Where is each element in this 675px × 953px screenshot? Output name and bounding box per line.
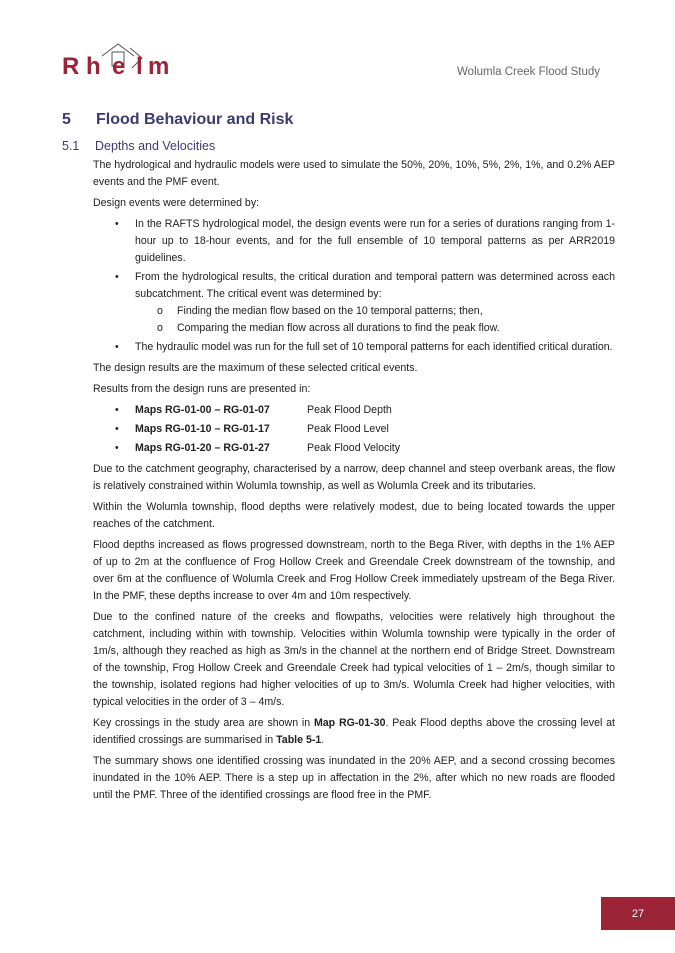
circle-bullet-icon: o [157,322,163,334]
svg-text:l: l [136,53,143,80]
map-reference: Map RG-01-30 [313,717,386,729]
list-item-text: The hydraulic model was run for the full set of 10 temporal patterns for each identified critical duration. [135,341,613,353]
sub-list-item-text: Finding the median flow based on the 10 temporal patterns; then, [177,305,483,317]
text-run: . Peak Flood depths above the crossing level at identified crossings are summarised in [93,717,615,746]
bullet-list [93,216,615,356]
sub-list-item [135,303,615,320]
map-label: Maps RG-01-20 – RG-01-27 [135,442,270,454]
paragraph: Design events were determined by: [93,197,260,209]
map-description: Peak Flood Level [307,423,389,435]
paragraph: The design results are the maximum of these selected critical events. [93,362,418,374]
circle-bullet-icon: o [157,305,163,317]
maps-list-item [93,402,615,419]
paragraph: Due to the confined nature of the creeks and flowpaths, velocities were relatively high throughout the catchment, including within with township. Velocities within Wolumla township were typically in the order of 1m/s, although they reached as high as 3m/s in the channel at the northern end of Bridge Street. Downstream of the township, Frog Hollow Creek and Greendale Creek had typical velocities of 1 – 2m/s, though similar to the township, isolated regions had higher velocities of up to 3m/s. Wolumla Creek had higher velocities, with typical velocities in the order of 3 – 4m/s. [93,611,615,708]
map-label: Maps RG-01-10 – RG-01-17 [135,423,270,435]
paragraph: The summary shows one identified crossing was inundated in the 20% AEP, and a second crossing becomes inundated in the 10% AEP. There is a step up in affectation in the 2%, after which no new roads are flooded until the PMF. Three of the identified crossings are flood free in the PMF. [93,755,615,801]
section-number: 5 [62,111,71,128]
maps-list-item [93,421,615,438]
svg-text:h: h [86,53,101,80]
maps-list-item [93,440,615,457]
map-description: Peak Flood Velocity [307,442,401,454]
subsection-number: 5.1 [62,139,80,153]
list-item [93,339,615,356]
svg-text:m: m [148,53,170,80]
body-content [93,157,615,808]
text-run: Key crossings in the study area are shown in [93,717,314,729]
bullet-icon: • [115,404,119,416]
paragraph: Results from the design runs are presented in: [93,383,311,395]
svg-text:e: e [112,53,126,80]
list-item [93,269,615,337]
paragraph: Within the Wolumla township, flood depths were relatively modest, due to being located towards the upper reaches of the catchment. [93,501,615,530]
bullet-icon: • [115,271,119,283]
list-item-text: In the RAFTS hydrological model, the design events were run for a series of durations ranging from 1-hour up to 18-hour events, and for the full ensemble of 10 temporal patterns as per ARR2019 guidelines. [135,218,615,264]
bullet-icon: • [115,442,119,454]
sub-bullet-list [135,303,615,337]
map-description: Peak Flood Depth [307,404,392,416]
document-title: Wolumla Creek Flood Study [457,66,600,78]
company-logo [62,38,180,80]
paragraph: Due to the catchment geography, characterised by a narrow, deep channel and steep overbank areas, the flow is relatively constrained within Wolumla township, as well as Wolumla Creek and its tributaries. [93,463,615,492]
bullet-icon: • [115,423,119,435]
bullet-icon: • [115,341,119,353]
logo-graphic-icon [62,38,180,80]
map-label: Maps RG-01-00 – RG-01-07 [135,404,270,416]
list-item [93,216,615,267]
paragraph: The hydrological and hydraulic models were used to simulate the 50%, 20%, 10%, 5%, 2%, 1%, and 0.2% AEP events and the PMF event. [93,159,615,188]
maps-list [93,402,615,457]
subsection-heading [62,139,215,153]
page-number: 27 [601,897,675,930]
paragraph [93,715,615,749]
sub-list-item-text: Comparing the median flow across all durations to find the peak flow. [177,322,500,334]
text-run: . [321,734,325,746]
subsection-title: Depths and Velocities [95,139,216,153]
bullet-icon: • [115,218,119,230]
paragraph: Flood depths increased as flows progressed downstream, north to the Bega River, with depths in the 1% AEP of up to 2m at the confluence of Frog Hollow Creek and Greendale Creek downstream of the township, and over 6m at the confluence of Wolumla Creek and Frog Hollow Creek immediately upstream of the Bega River. In the PMF, these depths increase to over 4m and 10m respectively. [93,539,615,602]
table-reference: Table 5-1 [276,734,322,746]
svg-text:R: R [62,53,80,80]
sub-list-item [135,320,615,337]
list-item-text: From the hydrological results, the critical duration and temporal pattern was determined across each subcatchment. The critical event was determined by: [135,271,615,300]
section-heading [62,111,293,129]
section-title: Flood Behaviour and Risk [96,111,294,128]
